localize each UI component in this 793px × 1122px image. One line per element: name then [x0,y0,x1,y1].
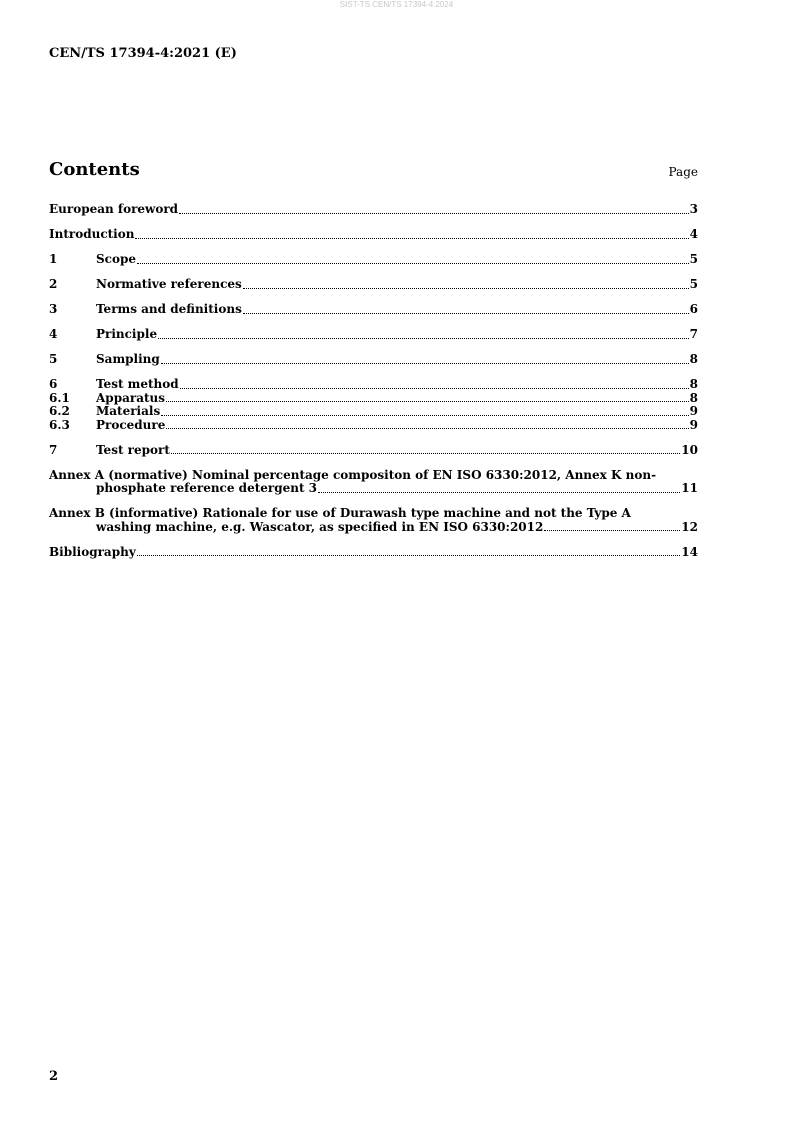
toc-entry-annex-a[interactable] [49,469,698,496]
dot-leader [137,555,681,556]
toc-entry-annex-b[interactable] [49,507,698,534]
toc-entry-label: Apparatus [96,390,165,405]
dot-leader [171,453,680,454]
toc-entry-page: 9 [689,404,698,418]
toc-entry-sampling[interactable] [49,353,698,367]
dot-leader [544,530,680,531]
toc-entry-test-report[interactable] [49,444,698,458]
dot-leader [179,213,689,214]
toc-entry-label: Normative references [96,277,242,291]
toc-entry-number: 5 [49,352,58,366]
toc-entry-label: Bibliography [49,544,136,559]
toc-entry-label: Scope [96,252,137,266]
table-of-contents [49,203,698,559]
toc-entry-procedure[interactable] [49,419,698,433]
toc-entry-label-continued: phosphate reference detergent 3 [96,481,318,495]
dot-leader [166,428,688,429]
toc-entry-label: Terms and definitions [96,302,242,316]
toc-entry-label: Sampling [96,352,160,366]
toc-entry-number: 1 [49,252,58,266]
dot-leader [158,338,689,339]
dot-leader [166,401,689,402]
toc-entry-page: 8 [689,390,698,405]
toc-entry-label: Materials [96,404,161,418]
toc-entry-label: Test method [96,377,179,391]
toc-entry-number: 6.3 [49,417,70,432]
toc-entry-page: 4 [689,227,698,241]
toc-entry-normative-references[interactable] [49,278,698,292]
contents-heading: Contents [49,159,140,180]
toc-entry-page: 14 [681,544,698,559]
toc-entry-number: 2 [49,277,58,291]
toc-entry-number: 6 [49,377,58,391]
toc-entry-number: 6.2 [49,404,70,418]
toc-entry-page: 5 [689,277,698,291]
toc-entry-terms-and-definitions[interactable] [49,303,698,317]
dot-leader [135,238,688,239]
toc-entry-label: Test report [96,442,170,457]
toc-entry-page: 8 [689,352,698,366]
toc-entry-page: 11 [681,481,698,495]
toc-entry-label: Annex B (informative) Rationale for use of Durawash type machine and not the Type A [49,506,631,520]
document-reference: CEN/TS 17394-4:2021 (E) [49,46,237,61]
dot-leader [180,388,689,389]
toc-entry-page: 6 [689,302,698,316]
toc-entry-label: Procedure [96,417,166,432]
toc-entry-number: 4 [49,327,58,341]
toc-entry-apparatus[interactable] [49,392,698,406]
toc-entry-introduction[interactable] [49,228,698,242]
dot-leader [243,288,689,289]
page-number: 2 [49,1069,59,1084]
toc-entry-number: 3 [49,302,58,316]
dot-leader [161,363,689,364]
dot-leader [243,313,689,314]
toc-entry-materials[interactable] [49,405,698,419]
toc-entry-page: 5 [689,252,698,266]
toc-entry-label-continued: washing machine, e.g. Wascator, as specified in EN ISO 6330:2012 [96,519,544,534]
toc-entry-test-method[interactable] [49,378,698,392]
dot-leader [137,263,689,264]
toc-entry-page: 7 [689,327,698,341]
toc-entry-number: 7 [49,442,58,457]
toc-entry-page: 10 [681,442,698,457]
toc-entry-label: Annex A (normative) Nominal percentage compositon of EN ISO 6330:2012, Annex K non- [49,467,657,482]
toc-entry-label: Principle [96,327,158,341]
dot-leader [161,415,688,416]
toc-entry-principle[interactable] [49,328,698,342]
toc-entry-label: Introduction [49,227,135,241]
toc-entry-european-foreword[interactable] [49,203,698,217]
toc-entry-page: 9 [689,417,698,432]
toc-entry-number: 6.1 [49,390,70,405]
toc-entry-bibliography[interactable] [49,546,698,560]
watermark: SIST-TS CEN/TS 17394-4:2024 [339,0,454,9]
toc-entry-scope[interactable] [49,253,698,267]
toc-entry-label: European foreword [49,202,179,216]
page-column-label: Page [668,165,698,179]
dot-leader [318,492,680,493]
toc-entry-page: 3 [689,202,698,216]
toc-entry-page: 8 [689,377,698,391]
toc-entry-page: 12 [681,519,698,534]
